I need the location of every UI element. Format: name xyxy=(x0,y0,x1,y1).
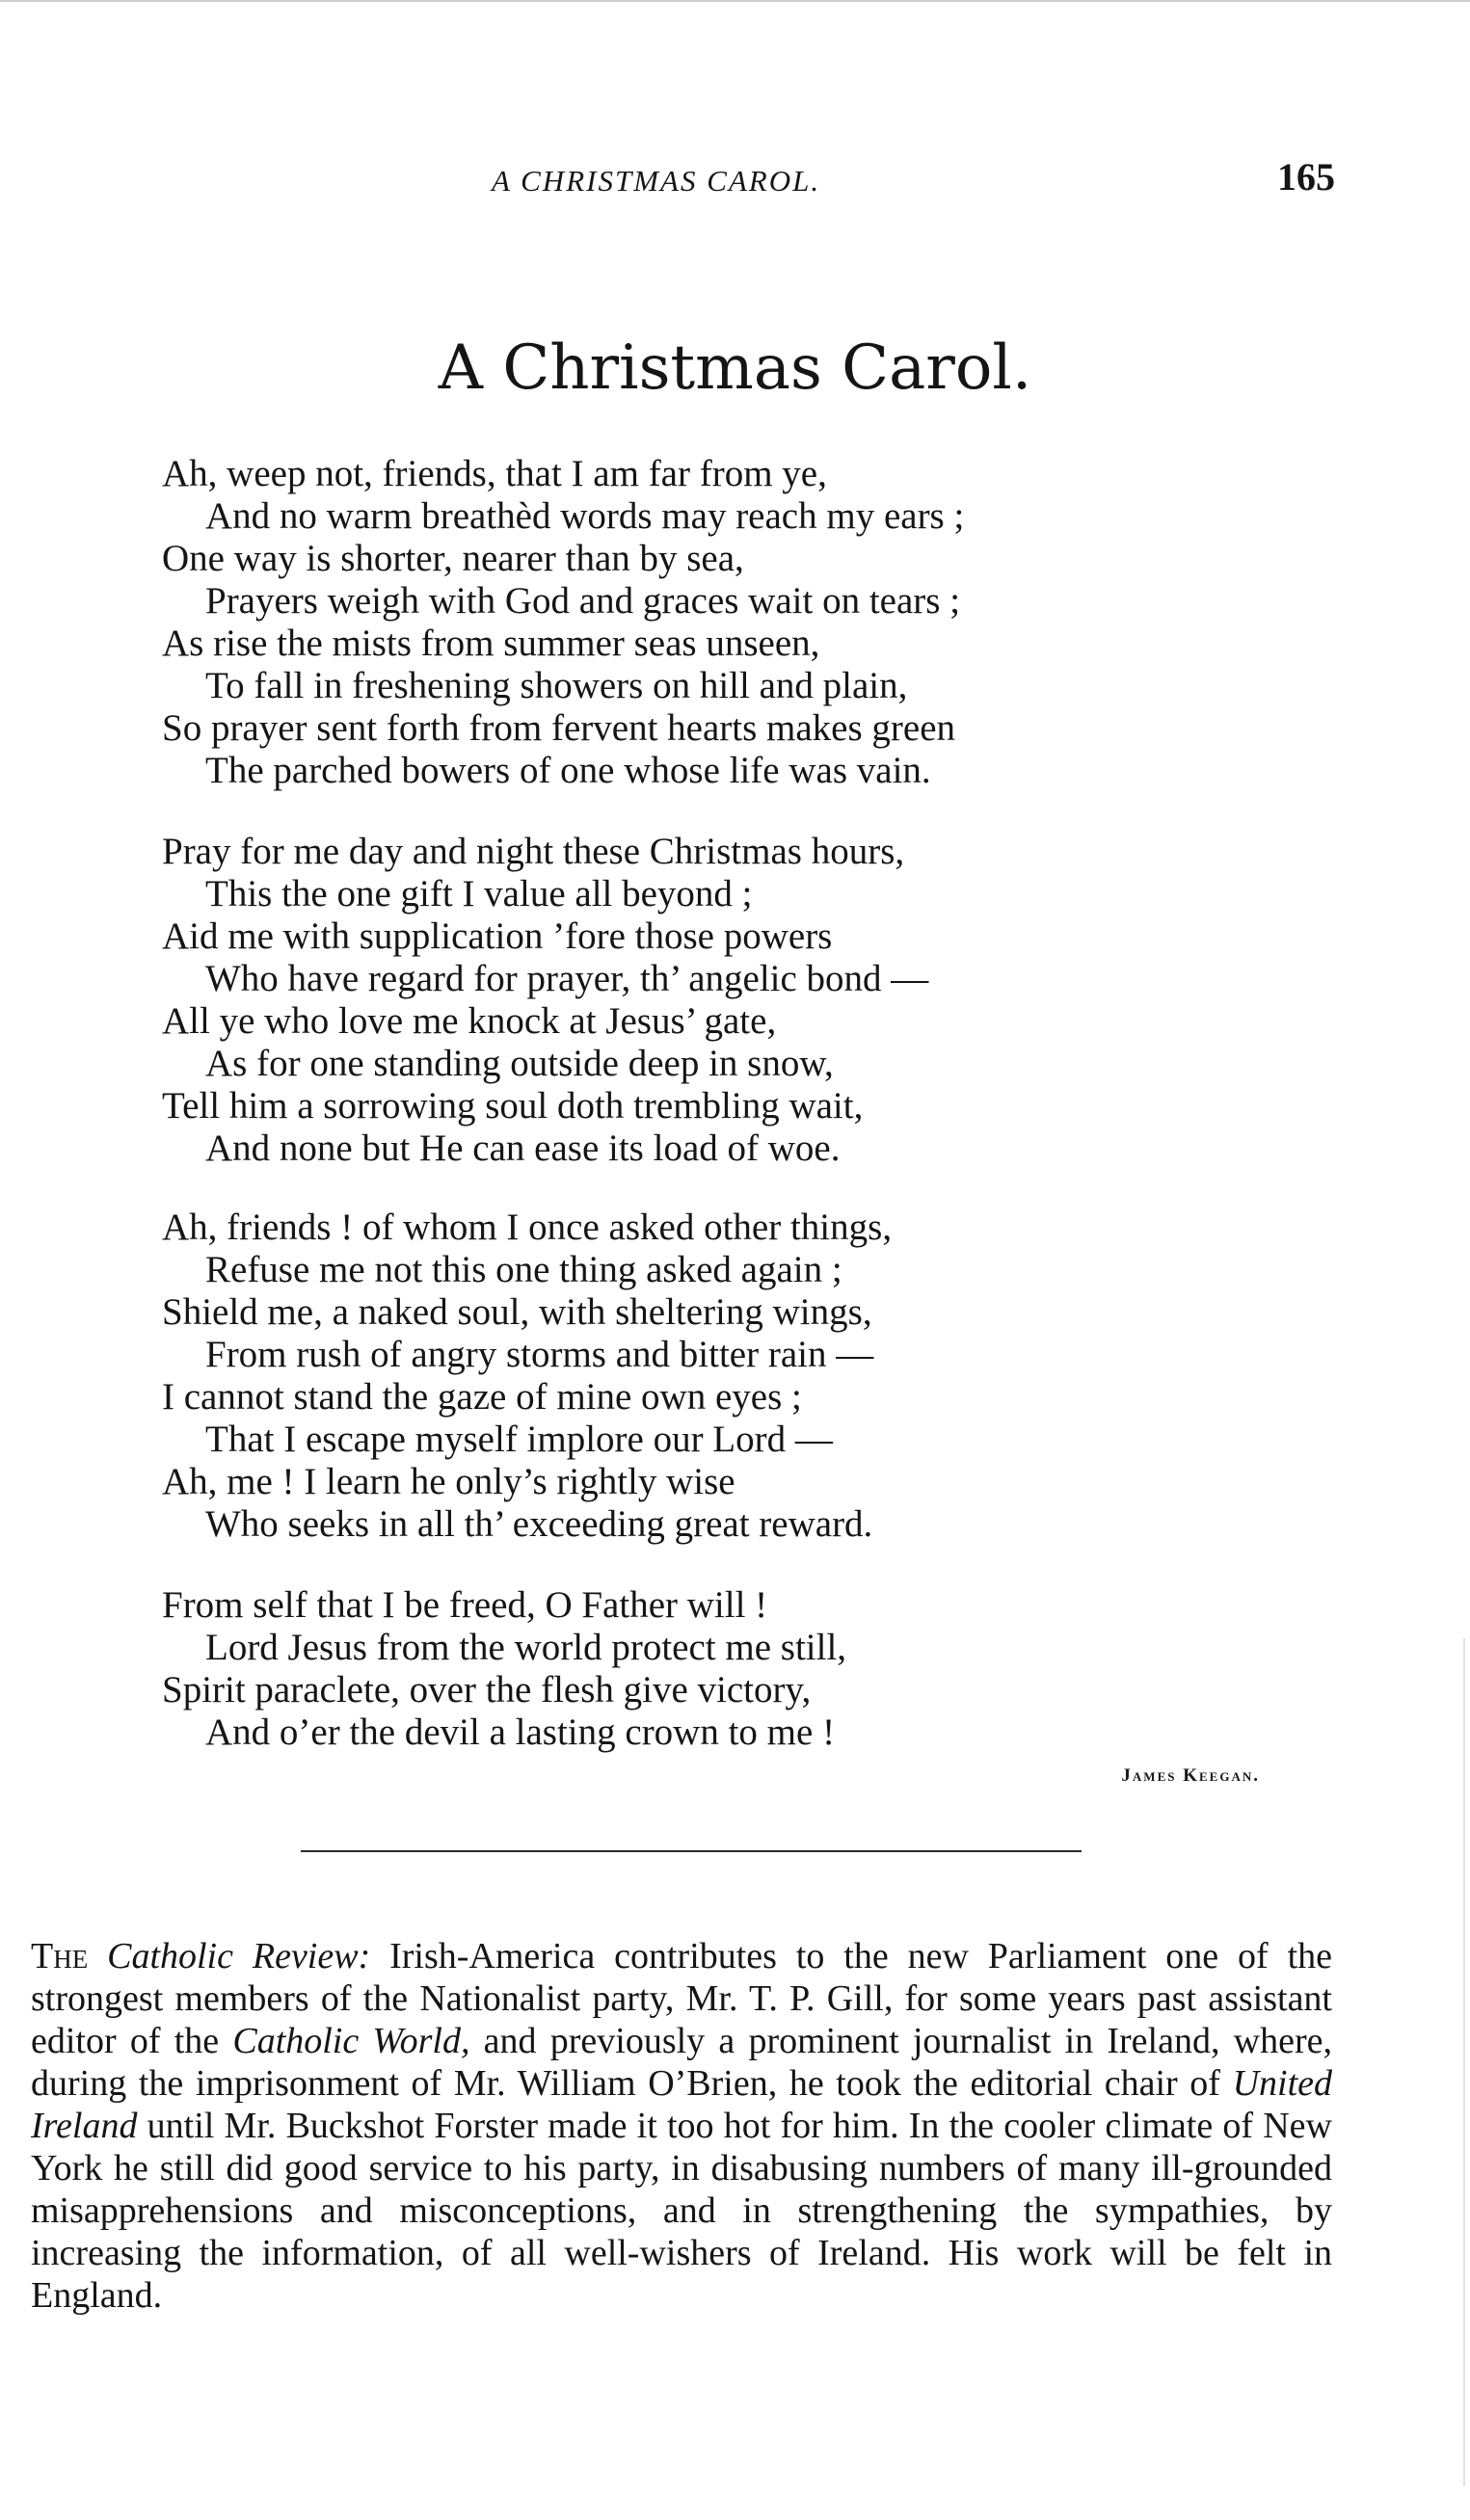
editorial-note xyxy=(31,1935,1332,2317)
page-edge-shadow xyxy=(1463,1638,1465,2486)
note-italic-title: Catholic World, xyxy=(232,2021,470,2061)
poem-stanza-3 xyxy=(162,1207,1270,1546)
poem-stanza-2 xyxy=(162,831,1270,1170)
note-source-title: Catholic Review: xyxy=(107,1936,371,1976)
running-head xyxy=(0,154,1470,202)
page-top-rule xyxy=(0,0,1470,2)
page-number: 165 xyxy=(1277,155,1335,199)
poem-line: Prayers weigh with God and graces wait on tears ; xyxy=(205,580,961,622)
note-text: and previously a prominent journalist in Ireland, where, during the imprisonment of Mr. William O’Brien, he took the editorial chair of xyxy=(31,2021,1332,2104)
poem-line: Lord Jesus from the world protect me still, xyxy=(205,1627,847,1668)
poem-line: Refuse me not this one thing asked again ; xyxy=(205,1249,842,1290)
poem-line: Spirit paraclete, over the flesh give victory, xyxy=(162,1669,812,1711)
poem-line: Ah, weep not, friends, that I am far from ye, xyxy=(162,453,827,494)
poem-line: Who have regard for prayer, th’ angelic bond — xyxy=(205,958,929,999)
poem-line: And no warm breathèd words may reach my ears ; xyxy=(205,495,965,537)
poem-line: From rush of angry storms and bitter rain — xyxy=(205,1334,874,1375)
note-text: until Mr. Buckshot Forster made it too hot for him. In the cooler climate of New York he still did good service to his party, in disabusing numbers of many ill-grounded misapprehensions and misconceptions, and in strengthening the sympathies, by increasing the information, of all well-wishers of Ireland. His work will be felt in England. xyxy=(31,2106,1332,2316)
poem-line: Tell him a sorrowing soul doth trembling wait, xyxy=(162,1085,864,1127)
poem-line: Aid me with supplication ’fore those powers xyxy=(162,915,833,957)
poem-line: The parched bowers of one whose life was vain. xyxy=(205,750,931,791)
poem-stanza-1 xyxy=(162,453,1270,792)
poem-line: This the one gift I value all beyond ; xyxy=(205,873,753,915)
poem-title: A Christmas Carol. xyxy=(438,332,1032,404)
poem-author: James Keegan. xyxy=(1121,1765,1260,1786)
poem-line: Who seeks in all th’ exceeding great reward. xyxy=(205,1503,873,1545)
poem-line: I cannot stand the gaze of mine own eyes ; xyxy=(162,1376,802,1418)
poem-line: From self that I be freed, O Father will ! xyxy=(162,1584,768,1626)
poem-line: Shield me, a naked soul, with sheltering wings, xyxy=(162,1291,872,1333)
poem-line: One way is shorter, nearer than by sea, xyxy=(162,538,744,579)
poem-line: So prayer sent forth from fervent hearts makes green xyxy=(162,707,956,749)
running-head-title: A CHRISTMAS CAROL. xyxy=(492,164,821,198)
poem-line: Ah, friends ! of whom I once asked other things, xyxy=(162,1207,893,1248)
section-divider xyxy=(301,1850,1082,1852)
poem-line: And o’er the devil a lasting crown to me ! xyxy=(205,1711,836,1753)
poem-line: And none but He can ease its load of woe. xyxy=(205,1127,841,1169)
note-italic-title: United Ireland xyxy=(31,2063,1332,2146)
poem-line: To fall in freshening showers on hill and plain, xyxy=(205,665,908,706)
poem-line: As rise the mists from summer seas unseen, xyxy=(162,623,820,664)
note-text: Irish-America contributes to the new Parliament one of the strongest members of the Nationalist party, Mr. T. P. Gill, for some years past assistant editor of the xyxy=(31,1936,1332,2061)
poem-line: That I escape myself implore our Lord — xyxy=(205,1419,833,1460)
poem-line: Ah, me ! I learn he only’s rightly wise xyxy=(162,1461,735,1502)
note-lead: The xyxy=(31,1936,89,1976)
poem-line: As for one standing outside deep in snow, xyxy=(205,1043,834,1084)
poem-stanza-4 xyxy=(162,1584,1270,1754)
poem-line: All ye who love me knock at Jesus’ gate, xyxy=(162,1000,777,1042)
poem-line: Pray for me day and night these Christmas hours, xyxy=(162,831,905,872)
